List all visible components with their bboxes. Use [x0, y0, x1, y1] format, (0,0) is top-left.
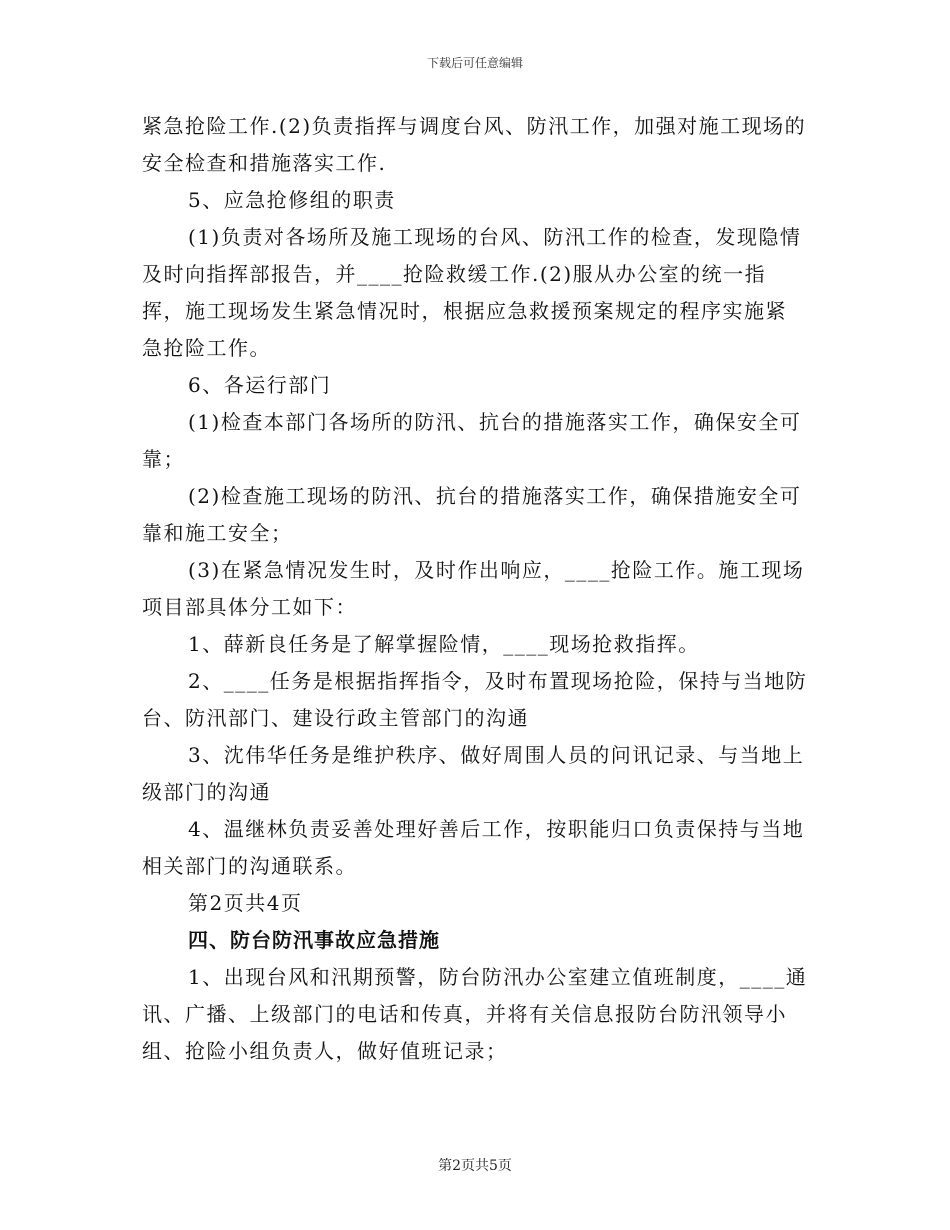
- list-item-assignment-4: 4、温继林负责妥善处理好善后工作，按职能归口负责保持与当地相关部门的沟通联系。: [142, 817, 805, 878]
- paragraph-repair-group-duties: (1)负责对各场所及施工现场的台风、防汛工作的检查，发现隐情及时向指挥部报告，并____抢险救缓工作.(2)服从办公室的统一指挥，施工现场发生紧急情况时，根据应急救援预案规定的程序实施紧急抢险工作。: [142, 225, 802, 360]
- paragraph-dept-duty-2: (2)检查施工现场的防汛、抗台的措施落实工作，确保措施安全可靠和施工安全；: [142, 484, 802, 545]
- document-body: [142, 108, 808, 1070]
- section-heading-emergency-measures: 四、防台防汛事故应急措施: [188, 928, 440, 952]
- paragraph-continuation: 紧急抢险工作.(2)负责指挥与调度台风、防汛工作，加强对施工现场的安全检查和措施落实工作.: [142, 114, 807, 175]
- paragraph-dept-duty-3: (3)在紧急情况发生时，及时作出响应，____抢险工作。施工现场项目部具体分工如下：: [142, 558, 805, 619]
- list-item-assignment-1: 1、薛新良任务是了解掌握险情，____现场抢救指挥。: [188, 632, 700, 656]
- page-header: 下载后可任意编辑: [426, 56, 523, 70]
- list-item-assignment-3: 3、沈伟华任务是维护秩序、做好周围人员的问讯记录、与当地上级部门的沟通: [142, 743, 805, 804]
- section-title-repair-group: 5、应急抢修组的职责: [188, 188, 396, 212]
- page-footer: 第2页共5页: [438, 1158, 512, 1174]
- paragraph-dept-duty-1: (1)检查本部门各场所的防汛、抗台的措施落实工作，确保安全可靠；: [142, 410, 802, 471]
- list-item-assignment-2: 2、____任务是根据指挥指令，及时布置现场抢险，保持与当地防台、防汛部门、建设行政主管部门的沟通: [142, 669, 808, 730]
- inline-page-marker: 第2页共4页: [188, 891, 303, 915]
- paragraph-measure-1: 1、出现台风和汛期预警，防台防汛办公室建立值班制度，____通讯、广播、上级部门的电话和传真，并将有关信息报防台防汛领导小组、抢险小组负责人，做好值班记录；: [142, 965, 808, 1063]
- section-title-operating-departments: 6、各运行部门: [188, 373, 332, 397]
